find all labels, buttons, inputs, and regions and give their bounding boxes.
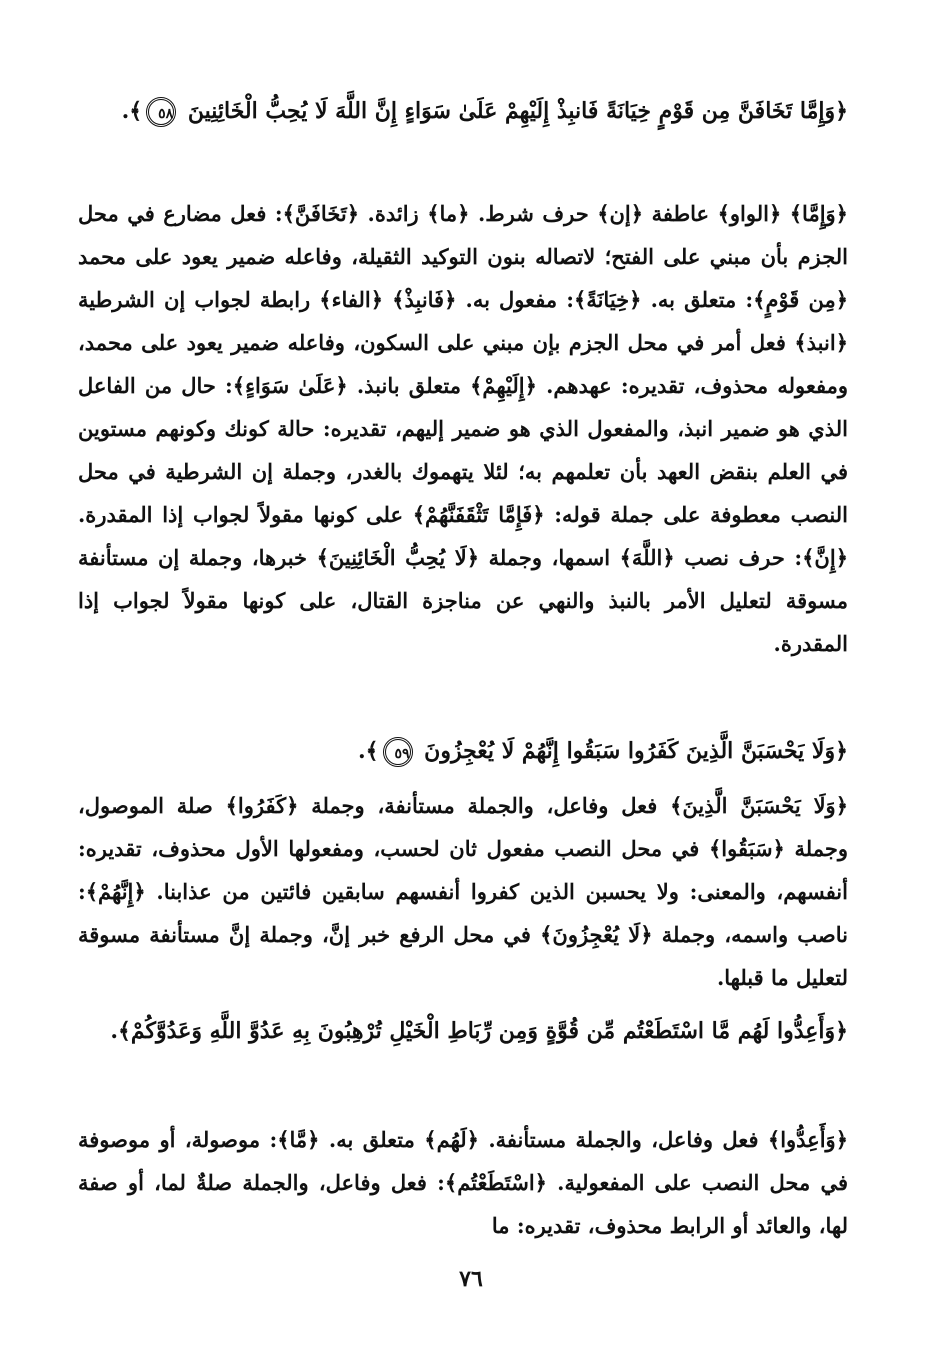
verse-59-text: ﴿وَلَا يَحْسَبَنَّ الَّذِينَ كَفَرُوا سَبَقُوا إِنَّهُمْ لَا يُعْجِزُونَ [424, 738, 848, 764]
ayah-number-58: ٥٨ [146, 97, 176, 127]
verse-60 [78, 1008, 848, 1054]
explanation-58: ﴿وَإِمَّا﴾ ﴿الواو﴾ عاطفة ﴿إن﴾ حرف شرط. ﴿ما﴾ زائدة. ﴿تَخَافَنَّ﴾: فعل مضارع في محل الجزم بأن مبني على الفتح؛ لاتصاله بنون التوكيد الثقيلة، وفاعله ضمير يعود على محمد ﴿مِن قَوْمٍ﴾: متعلق به. ﴿خِيَانَةً﴾: مفعول به. ﴿فَانبِذْ﴾ ﴿الفاء﴾ رابطة لجواب إن الشرطية ﴿انبذ﴾ فعل أمر في محل الجزم بإن مبني على السكون، وفاعله ضمير يعود على محمد، ومفعوله محذوف، تقديره: عهدهم. ﴿إِلَيْهِمْ﴾ متعلق بانبذ. ﴿عَلَىٰ سَوَاءٍ﴾: حال من الفاعل الذي هو ضمير انبذ، والمفعول الذي هو ضمير إليهم، تقديره: حالة كونك وكونهم مستوين في العلم بنقض العهد بأن تعلمهم به؛ لئلا يتهموك بالغدر، وجملة إن الشرطية في محل النصب معطوفة على جملة قوله: ﴿فَإِمَّا تَثْقَفَنَّهُمْ﴾ على كونها مقولاً لجواب إذا المقدرة. ﴿إِنَّ﴾: حرف نصب ﴿اللَّهَ﴾ اسمها، وجملة ﴿لَا يُحِبُّ الْخَائِنِينَ﴾ خبرها، وجملة إن مستأنفة مسوقة لتعليل الأمر بالنبذ والنهي عن مناجزة القتال، على كونها مقولاً لجواب إذا المقدرة. [78, 201, 848, 656]
verse-58-end: ﴾. [121, 98, 143, 124]
page-number: ٧٦ [459, 1266, 483, 1292]
verse-59-end: ﴾. [357, 738, 379, 764]
verse-60-text: ﴿وَأَعِدُّوا لَهُم مَّا اسْتَطَعْتُم مِّن قُوَّةٍ وَمِن رِّبَاطِ الْخَيْلِ تُرْهِبُونَ بِهِ عَدُوَّ اللَّهِ وَعَدُوَّكُمْ [130, 1018, 848, 1044]
ayah-number-59: ٥٩ [383, 737, 413, 767]
explanation-59: ﴿وَلَا يَحْسَبَنَّ الَّذِينَ﴾ فعل وفاعل، والجملة مستأنفة، وجملة ﴿كَفَرُوا﴾ صلة الموصول، وجملة ﴿سَبَقُوا﴾ في محل النصب مفعول ثان لحسب، ومفعولها الأول محذوف، تقديره: أنفسهم، والمعنى: ولا يحسبن الذين كفروا أنفسهم سابقين فائتين من عذابنا. ﴿إِنَّهُمْ﴾: ناصب واسمه، وجملة ﴿لَا يُعْجِزُونَ﴾ في محل الرفع خبر إنَّ، وجملة إنَّ مستأنفة مسوقة لتعليل ما قبلها. [78, 793, 848, 990]
verse-60-end: ﴾. [110, 1018, 131, 1044]
verse-59 [78, 728, 848, 774]
verse-58-text: ﴿وَإِمَّا تَخَافَنَّ مِن قَوْمٍ خِيَانَةً فَانبِذْ إِلَيْهِمْ عَلَىٰ سَوَاءٍ إِنَّ اللَّهَ لَا يُحِبُّ الْخَائِنِينَ [187, 98, 848, 124]
verse-58 [78, 88, 848, 134]
explanation-60: ﴿وَأَعِدُّوا﴾ فعل وفاعل، والجملة مستأنفة. ﴿لَهُم﴾ متعلق به. ﴿مَّا﴾: موصولة، أو موصوفة في محل النصب على المفعولية. ﴿اسْتَطَعْتُم﴾: فعل وفاعل، والجملة صلةٌ لما، أو صفة لها، والعائد أو الرابط محذوف، تقديره: ما [78, 1127, 848, 1238]
